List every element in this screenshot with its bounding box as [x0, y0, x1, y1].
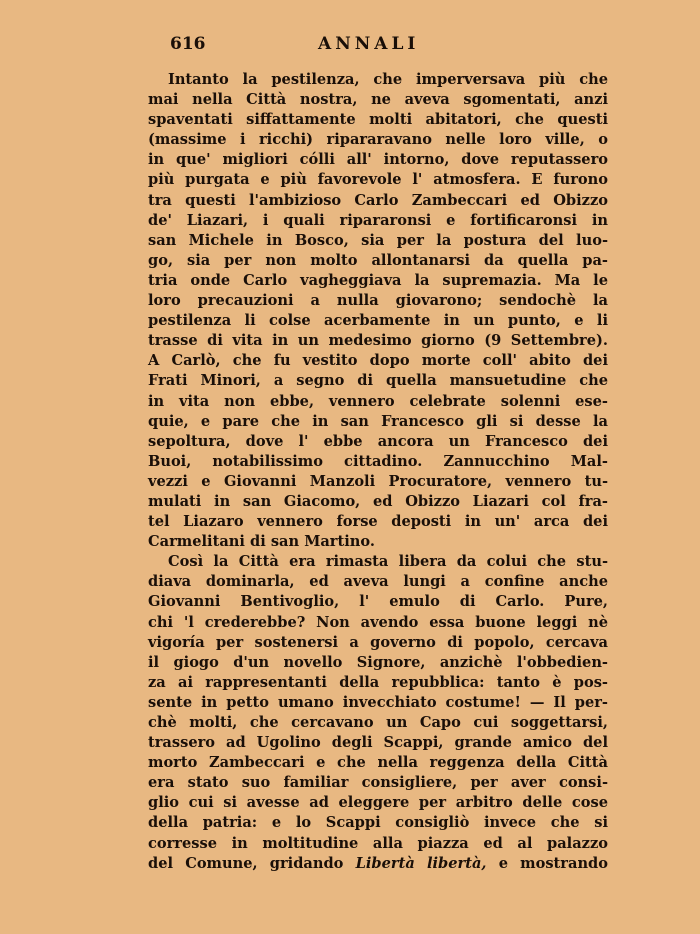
- italic-emphasis: Libertà libertà,: [355, 854, 487, 872]
- text-line: Giovanni Bentivoglio, l' emulo di Carlo. Pure,: [148, 593, 608, 611]
- text-line: era stato suo familiar consigliere, per aver consi-: [148, 774, 608, 792]
- text-line: spaventati siffattamente molti abitatori, che questi: [148, 111, 608, 129]
- text-line: (massime i ricchi) ripararavano nelle loro ville, o: [148, 131, 608, 149]
- text-line: trasse di vita in un medesimo giorno (9 Settembre).: [148, 332, 608, 350]
- text-line: vigoría per sostenersi a governo di popolo, cercava: [148, 633, 608, 651]
- text-line: Intanto la pestilenza, che imperversava più che: [168, 71, 608, 88]
- text-line: in que' migliori cólli all' intorno, dove reputassero: [148, 151, 608, 169]
- text-line: morto Zambeccari e che nella reggenza della Città: [148, 754, 608, 772]
- text-line: corresse in moltitudine alla piazza ed al palazzo: [148, 834, 608, 852]
- text-line: glio cui si avesse ad eleggere per arbitro delle cose: [148, 794, 608, 812]
- body-text: [148, 70, 608, 874]
- text-line: tra questi l'ambizioso Carlo Zambeccari ed Obizzo: [148, 191, 608, 209]
- text-line: san Michele in Bosco, sia per la postura del luo-: [148, 231, 608, 249]
- text-line: tria onde Carlo vagheggiava la supremazia. Ma le: [148, 271, 608, 289]
- text-line: za ai rappresentanti della repubblica: tanto è pos-: [148, 673, 608, 691]
- text-line: della patria: e lo Scappi consigliò invece che si: [148, 814, 608, 832]
- text-line: chè molti, che cercavano un Capo cui soggettarsi,: [148, 714, 608, 731]
- text-line: chi 'l crederebbe? Non avendo essa buone leggi nè: [148, 613, 608, 631]
- text-line: sepoltura, dove l' ebbe ancora un Francesco dei: [148, 432, 608, 450]
- text-line: Frati Minori, a segno di quella mansuetudine che: [148, 372, 608, 390]
- text-line: Carmelitani di san Martino.: [148, 533, 375, 551]
- text-line: Così la Città era rimasta libera da colui che stu-: [168, 553, 608, 571]
- text-line: de' Liazari, i quali ripararonsi e fortificaronsi in: [148, 211, 608, 229]
- text-line: tel Liazaro vennero forse deposti in un' arca dei: [148, 513, 608, 531]
- text-line: A Carlò, che fu vestito dopo morte coll' abito dei: [148, 352, 608, 370]
- text-line: loro precauzioni a nulla giovarono; sendochè la: [148, 292, 608, 310]
- text-segment: e mostrando: [486, 854, 608, 872]
- text-line: in vita non ebbe, vennero celebrate solenni ese-: [148, 392, 608, 410]
- text-line: quie, e pare che in san Francesco gli si desse la: [148, 412, 608, 430]
- text-line: diava dominarla, ed aveva lungi a confine anche: [148, 573, 608, 591]
- running-title: ANNALI: [318, 34, 420, 54]
- text-line: Buoi, notabilissimo cittadino. Zannucchino Mal-: [148, 452, 608, 470]
- text-line-last: [148, 854, 608, 874]
- text-line: più purgata e più favorevole l' atmosfera. E furono: [148, 171, 608, 189]
- text-line: mulati in san Giacomo, ed Obizzo Liazari col fra-: [148, 492, 608, 510]
- text-line: trassero ad Ugolino degli Scappi, grande amico del: [148, 734, 608, 752]
- text-line: go, sia per non molto allontanarsi da quella pa-: [148, 251, 608, 269]
- text-segment: del Comune, gridando: [148, 854, 356, 872]
- text-line: pestilenza li colse acerbamente in un punto, e li: [148, 312, 608, 330]
- text-line: vezzi e Giovanni Manzoli Procuratore, vennero tu-: [148, 472, 608, 490]
- text-line: mai nella Città nostra, ne aveva sgomentati, anzi: [148, 91, 608, 109]
- text-line: il giogo d'un novello Signore, anzichè l'obbedien-: [148, 653, 608, 671]
- page-number: 616: [170, 34, 206, 54]
- page-header: [170, 34, 606, 58]
- text-line: sente in petto umano invecchiato costume! — Il per-: [148, 693, 608, 711]
